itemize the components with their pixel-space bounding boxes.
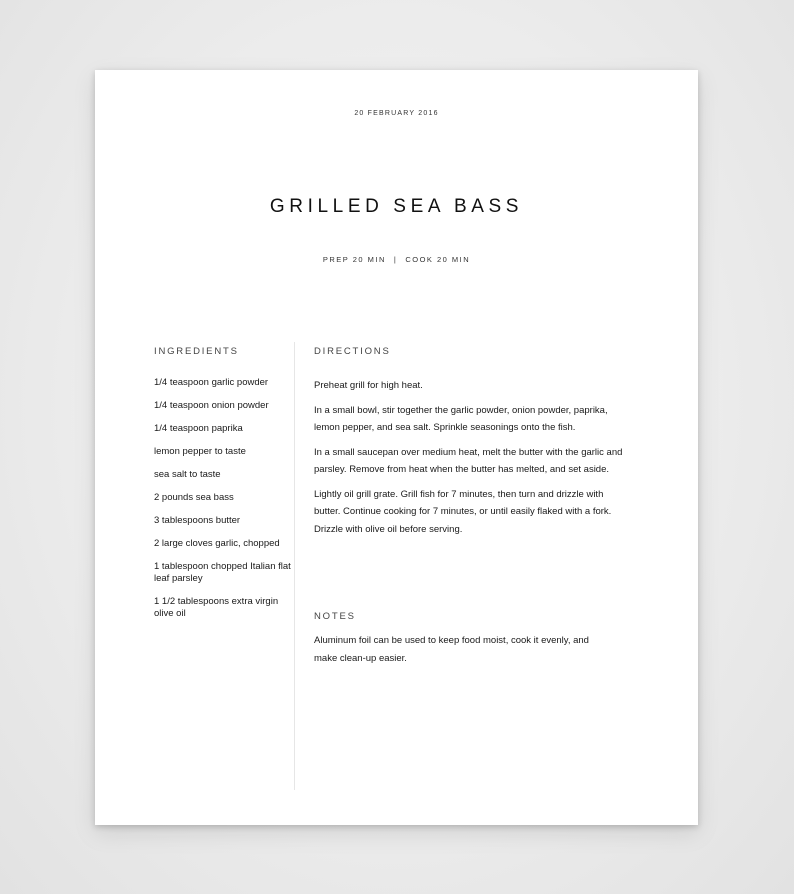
notes-section <box>314 611 614 667</box>
ingredient-item: sea salt to taste <box>154 469 221 480</box>
ingredient-item: 3 tablespoons butter <box>154 515 241 526</box>
recipe-title: GRILLED SEA BASS <box>269 196 524 217</box>
ingredient-item: 1/4 teaspoon onion powder <box>154 400 269 411</box>
ingredient-item: 1/4 teaspoon garlic powder <box>154 377 269 388</box>
ingredient-item: 1 1/2 tablespoons extra virgin olive oil <box>154 596 279 619</box>
ingredient-item: 1/4 teaspoon paprika <box>154 423 243 434</box>
column-divider <box>294 342 295 790</box>
direction-step: Lightly oil grill grate. Grill fish for 7 minutes, then turn and drizzle with butter. Continue cooking for 7 minutes, or until easily flaked with a fork. Drizzle with olive oil before serving. <box>314 488 612 535</box>
ingredients-list <box>154 377 294 620</box>
direction-step: Preheat grill for high heat. <box>314 380 423 391</box>
recipe-page <box>95 70 698 825</box>
direction-step: In a small bowl, stir together the garlic powder, onion powder, paprika, lemon pepper, and sea salt. Sprinkle seasonings onto the fish. <box>314 404 608 433</box>
notes-text: Aluminum foil can be used to keep food moist, cook it evenly, and make clean-up easier. <box>314 635 589 664</box>
ingredients-heading: INGREDIENTS <box>154 346 239 357</box>
ingredient-item: lemon pepper to taste <box>154 446 246 457</box>
direction-step: In a small saucepan over medium heat, melt the butter with the garlic and parsley. Remove from heat when the butter has melted, and set aside. <box>314 446 623 475</box>
notes-heading: NOTES <box>314 611 356 622</box>
directions-heading: DIRECTIONS <box>314 346 391 357</box>
ingredient-item: 2 pounds sea bass <box>154 492 234 503</box>
ingredient-item: 1 tablespoon chopped Italian flat leaf parsley <box>154 561 291 584</box>
directions-steps <box>314 377 626 538</box>
recipe-date: 20 FEBRUARY 2016 <box>354 110 439 117</box>
cook-time: COOK 20 MIN <box>405 255 471 264</box>
directions-section <box>314 346 626 545</box>
prep-time: PREP 20 MIN <box>322 255 386 264</box>
ingredients-section <box>154 346 294 631</box>
recipe-times <box>95 255 698 264</box>
time-separator: | <box>393 255 398 264</box>
ingredient-item: 2 large cloves garlic, chopped <box>154 538 280 549</box>
